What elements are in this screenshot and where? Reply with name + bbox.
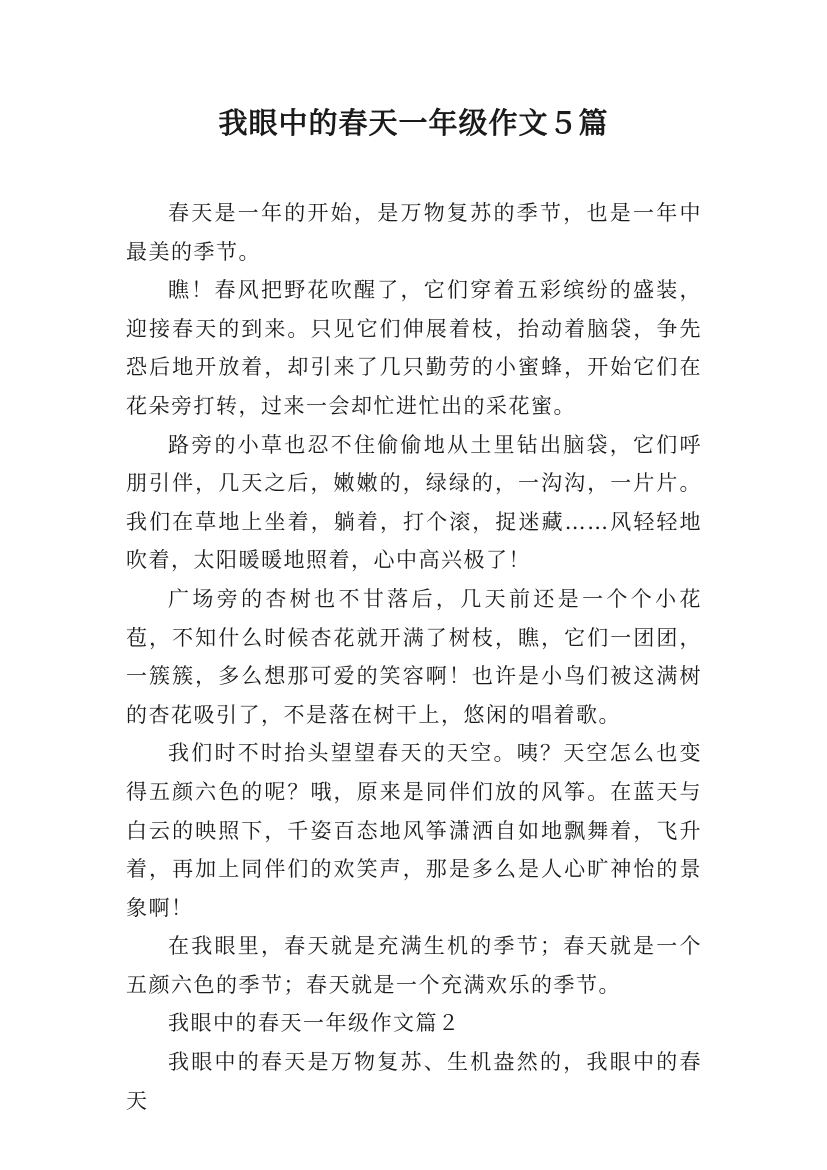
document-title: 我眼中的春天一年级作文５篇 xyxy=(218,106,609,140)
paragraph-4: 广场旁的杏树也不甘落后，几天前还是一个个小花苞，不知什么时候杏花就开满了树枝，瞧，它们一团团，一簇簇，多么想那可爱的笑容啊！也许是小鸟们被这满树的杏花吸引了，不是落在树干上，悠闲的唱着歌。 xyxy=(126,586,702,727)
paragraph-2: 瞧！春风把野花吹醒了，它们穿着五彩缤纷的盛装，迎接春天的到来。只见它们伸展着枝，抬动着脑袋，争先恐后地开放着，却引来了几只勤劳的小蜜蜂，开始它们在花朵旁打转，过来一会却忙进忙出的采花蜜。 xyxy=(126,278,702,418)
paragraph-7: 我眼中的春天是万物复苏、生机盎然的，我眼中的春天 xyxy=(126,1050,702,1113)
paragraph-1: 春天是一年的开始，是万物复苏的季节，也是一年中最美的季节。 xyxy=(126,201,702,264)
paragraph-5: 我们时不时抬头望望春天的天空。咦？天空怎么也变得五颜六色的呢？哦，原来是同伴们放的风筝。在蓝天与白云的映照下，千姿百态地风筝潇洒自如地飘舞着，飞升着，再加上同伴们的欢笑声，那是多么是人心旷神怡的景象啊！ xyxy=(126,741,702,920)
paragraph-6: 在我眼里，春天就是充满生机的季节；春天就是一个五颜六色的季节；春天就是一个充满欢乐的季节。 xyxy=(126,934,702,997)
paragraph-3: 路旁的小草也忍不住偷偷地从土里钻出脑袋，它们呼朋引伴，几天之后，嫩嫩的，绿绿的，一沟沟，一片片。我们在草地上坐着，躺着，打个滚，捉迷藏……风轻轻地吹着，太阳暖暖地照着，心中高兴极了！ xyxy=(126,432,702,573)
section-heading-2: 我眼中的春天一年级作文篇２ xyxy=(168,1011,461,1036)
document-body xyxy=(126,194,702,1120)
